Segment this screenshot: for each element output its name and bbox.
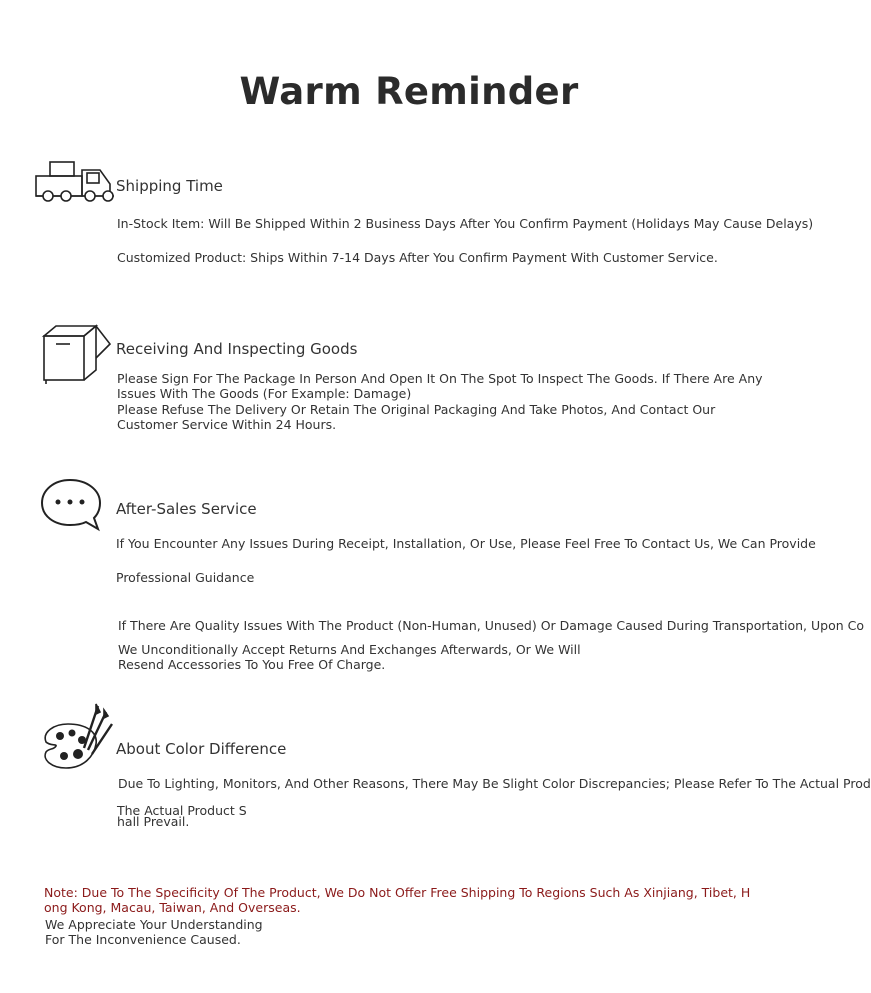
thanks-text: We Appreciate Your Understanding For The Inconvenience Caused. xyxy=(45,917,263,947)
shipping-customized-text: Customized Product: Ships Within 7-14 Days After You Confirm Payment With Customer Service. xyxy=(117,250,718,265)
section-heading-color: About Color Difference xyxy=(116,740,287,758)
aftersales-contact-text: If You Encounter Any Issues During Receipt, Installation, Or Use, Please Feel Free To Contact Us, We Can Provide xyxy=(116,536,816,551)
paint-palette-icon xyxy=(40,702,116,774)
page-title: Warm Reminder xyxy=(239,70,579,113)
color-prevail-text: The Actual Product Shall Prevail. xyxy=(117,803,247,829)
receiving-inspect-text: Please Sign For The Package In Person And Open It On The Spot To Inspect The Goods. If There Are Any Issues With The Goods (For Example: Damage) xyxy=(117,371,763,401)
color-discrepancy-text: Due To Lighting, Monitors, And Other Reasons, There May Be Slight Color Discrepancies; Please Refer To The Actual Prod xyxy=(118,776,871,791)
aftersales-quality-text: If There Are Quality Issues With The Product (Non-Human, Unused) Or Damage Caused During Transportation, Upon Co xyxy=(118,618,864,633)
package-box-icon xyxy=(40,322,114,388)
speech-bubble-icon xyxy=(40,478,102,532)
section-heading-aftersales: After-Sales Service xyxy=(116,500,257,518)
truck-icon xyxy=(34,160,124,206)
aftersales-returns-text: We Unconditionally Accept Returns And Exchanges Afterwards, Or We Will Resend Accessories To You Free Of Charge. xyxy=(118,642,581,672)
section-heading-receiving: Receiving And Inspecting Goods xyxy=(116,340,358,358)
aftersales-guidance-text: Professional Guidance xyxy=(116,570,255,585)
receiving-refuse-text: Please Refuse The Delivery Or Retain The Original Packaging And Take Photos, And Contact Our Customer Service Within 24 Hours. xyxy=(117,402,716,432)
shipping-instock-text: In-Stock Item: Will Be Shipped Within 2 Business Days After You Confirm Payment (Holidays May Cause Delays) xyxy=(117,216,814,231)
section-heading-shipping: Shipping Time xyxy=(116,177,223,195)
shipping-restriction-note: Note: Due To The Specificity Of The Product, We Do Not Offer Free Shipping To Regions Such As Xinjiang, Tibet, Hong Kong, Macau, Taiwan, And Overseas. xyxy=(44,885,751,915)
